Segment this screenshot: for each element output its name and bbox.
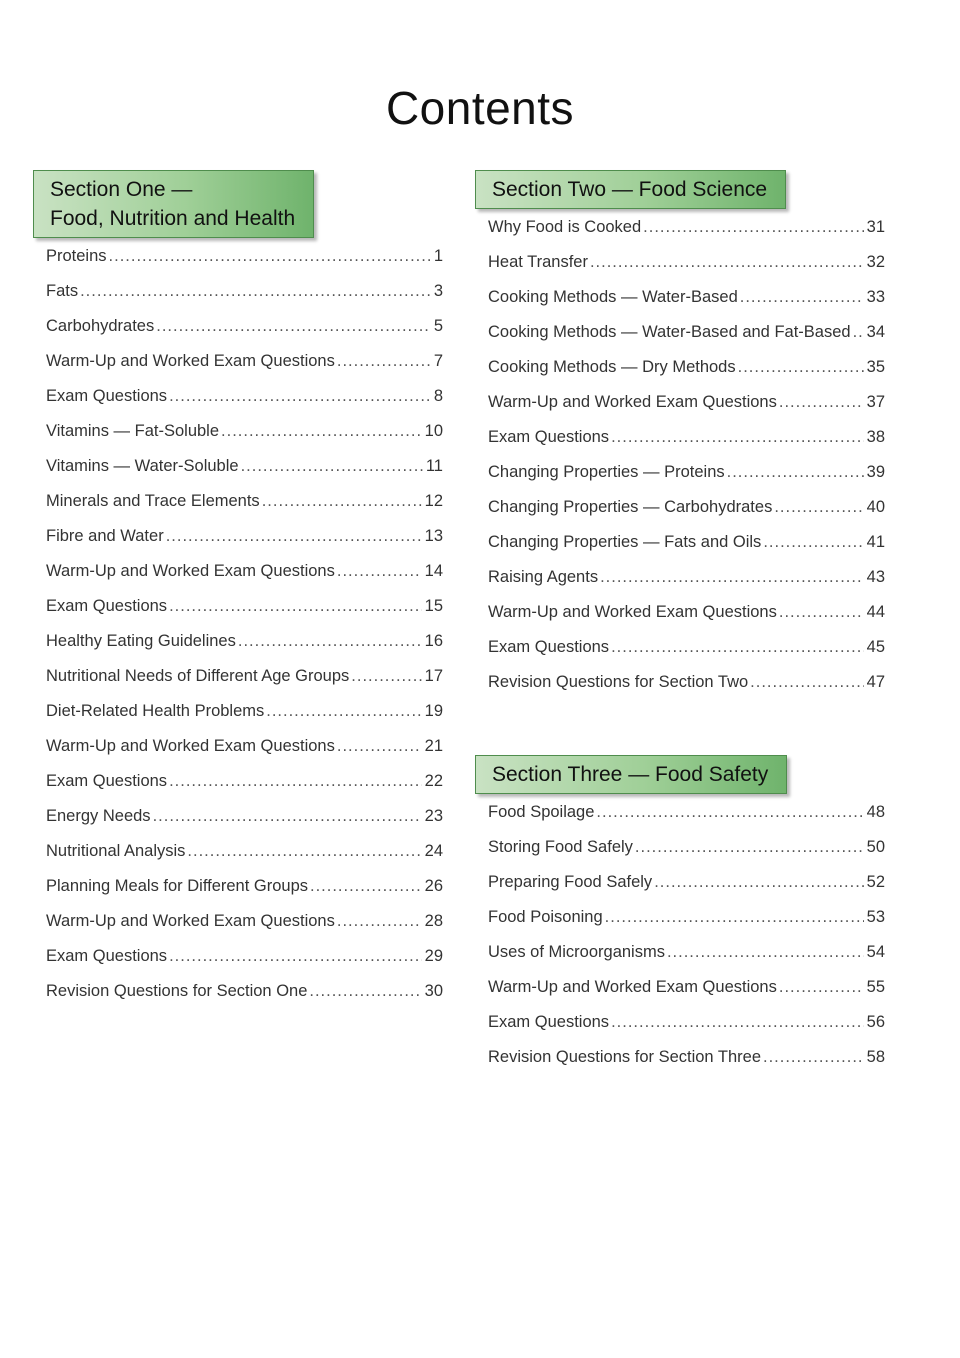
- toc-entry-page-number: 30: [424, 982, 443, 1000]
- toc-entry[interactable]: [475, 830, 885, 865]
- toc-entry-label: Preparing Food Safely: [488, 873, 653, 891]
- dot-leader: [309, 974, 421, 1009]
- dot-leader: [238, 624, 422, 659]
- toc-entry-page-number: 31: [866, 218, 885, 236]
- dot-leader: [337, 904, 422, 939]
- toc-entry-page-number: 53: [866, 908, 885, 926]
- toc-entry-label: Storing Food Safely: [488, 838, 633, 856]
- toc-entry-page-number: 22: [424, 772, 443, 790]
- toc-entry-page-number: 26: [424, 877, 443, 895]
- dot-leader: [266, 694, 421, 729]
- toc-entry-page-number: 3: [433, 282, 443, 300]
- toc-entry-label: Energy Needs: [46, 807, 151, 825]
- dot-leader: [169, 764, 422, 799]
- dot-leader: [611, 630, 864, 665]
- toc-entry-label: Planning Meals for Different Groups: [46, 877, 308, 895]
- toc-entry[interactable]: [33, 449, 443, 484]
- toc-entry-label: Revision Questions for Section Two: [488, 673, 749, 691]
- toc-entry[interactable]: [475, 935, 885, 970]
- toc-entry[interactable]: [33, 974, 443, 1009]
- toc-entry[interactable]: [33, 519, 443, 554]
- toc-entry[interactable]: [475, 630, 885, 665]
- left-column: [33, 170, 443, 1009]
- toc-entry-label: Minerals and Trace Elements: [46, 492, 260, 510]
- toc-entry[interactable]: [33, 554, 443, 589]
- toc-entry-label: Exam Questions: [488, 428, 610, 446]
- toc-entry-page-number: 28: [424, 912, 443, 930]
- toc-entry-label: Warm-Up and Worked Exam Questions: [46, 562, 335, 580]
- toc-entry-label: Warm-Up and Worked Exam Questions: [46, 912, 335, 930]
- toc-entry-page-number: 8: [433, 387, 443, 405]
- toc-entry[interactable]: [33, 834, 443, 869]
- dot-leader: [779, 970, 864, 1005]
- toc-entry-page-number: 56: [866, 1013, 885, 1031]
- toc-entry-label: Warm-Up and Worked Exam Questions: [488, 978, 777, 996]
- toc-entry[interactable]: [33, 624, 443, 659]
- toc-entry[interactable]: [33, 309, 443, 344]
- toc-entry[interactable]: [33, 414, 443, 449]
- toc-entry-label: Exam Questions: [488, 1013, 610, 1031]
- dot-leader: [763, 1040, 864, 1075]
- section-one: [33, 170, 443, 1009]
- toc-entry-page-number: 52: [866, 873, 885, 891]
- toc-entry-label: Diet-Related Health Problems: [46, 702, 265, 720]
- toc-entry-page-number: 45: [866, 638, 885, 656]
- dot-leader: [241, 449, 423, 484]
- toc-entry-page-number: 35: [866, 358, 885, 376]
- toc-entry[interactable]: [475, 280, 885, 315]
- section-header-line: Section Three — Food Safety: [492, 763, 769, 786]
- dot-leader: [169, 379, 431, 414]
- toc-entry[interactable]: [33, 659, 443, 694]
- dot-leader: [779, 385, 864, 420]
- toc-entry-page-number: 37: [866, 393, 885, 411]
- section-one-header: [33, 170, 314, 238]
- toc-entry-label: Vitamins — Water-Soluble: [46, 457, 239, 475]
- toc-entry-page-number: 41: [866, 533, 885, 551]
- dot-leader: [774, 490, 863, 525]
- toc-entry-page-number: 43: [866, 568, 885, 586]
- toc-entry[interactable]: [475, 900, 885, 935]
- toc-entry-label: Cooking Methods — Water-Based: [488, 288, 738, 306]
- toc-entry[interactable]: [475, 385, 885, 420]
- toc-entry-page-number: 39: [866, 463, 885, 481]
- dot-leader: [590, 245, 864, 280]
- toc-entry-label: Nutritional Needs of Different Age Groups: [46, 667, 350, 685]
- dot-leader: [187, 834, 421, 869]
- dot-leader: [310, 869, 422, 904]
- toc-entry[interactable]: [33, 729, 443, 764]
- dot-leader: [654, 865, 863, 900]
- toc-entry-label: Warm-Up and Worked Exam Questions: [46, 737, 335, 755]
- toc-entry[interactable]: [33, 379, 443, 414]
- dot-leader: [596, 795, 863, 830]
- dot-leader: [169, 939, 422, 974]
- dot-leader: [221, 414, 422, 449]
- toc-entry[interactable]: [475, 595, 885, 630]
- toc-entry-label: Nutritional Analysis: [46, 842, 186, 860]
- toc-entry-page-number: 14: [424, 562, 443, 580]
- toc-entry[interactable]: [475, 420, 885, 455]
- toc-entry-label: Exam Questions: [46, 947, 168, 965]
- toc-entry[interactable]: [33, 904, 443, 939]
- section-three-entries: [475, 795, 885, 1075]
- dot-leader: [153, 799, 422, 834]
- dot-leader: [643, 210, 863, 245]
- toc-entry-page-number: 44: [866, 603, 885, 621]
- toc-entry-label: Healthy Eating Guidelines: [46, 632, 236, 650]
- toc-entry-page-number: 48: [866, 803, 885, 821]
- dot-leader: [667, 935, 864, 970]
- toc-entry-label: Cooking Methods — Water-Based and Fat-Based: [488, 323, 851, 341]
- toc-entry-label: Changing Properties — Carbohydrates: [488, 498, 773, 516]
- toc-entry-page-number: 29: [424, 947, 443, 965]
- toc-entry-label: Revision Questions for Section Three: [488, 1048, 761, 1066]
- dot-leader: [605, 900, 864, 935]
- toc-entry-page-number: 58: [866, 1048, 885, 1066]
- dot-leader: [262, 484, 422, 519]
- toc-entry-label: Warm-Up and Worked Exam Questions: [46, 352, 335, 370]
- dot-leader: [763, 525, 863, 560]
- dot-leader: [166, 519, 422, 554]
- toc-entry-page-number: 40: [866, 498, 885, 516]
- toc-entry[interactable]: [33, 239, 443, 274]
- toc-entry[interactable]: [475, 525, 885, 560]
- dot-leader: [727, 455, 864, 490]
- toc-entry-page-number: 47: [866, 673, 885, 691]
- toc-entry-label: Carbohydrates: [46, 317, 155, 335]
- toc-entry-page-number: 12: [424, 492, 443, 510]
- toc-entry-page-number: 50: [866, 838, 885, 856]
- dot-leader: [779, 595, 864, 630]
- page-title: Contents: [385, 81, 575, 134]
- dot-leader: [740, 280, 864, 315]
- toc-entry-page-number: 7: [433, 352, 443, 370]
- toc-entry-label: Why Food is Cooked: [488, 218, 642, 236]
- dot-leader: [750, 665, 863, 700]
- toc-entry-page-number: 32: [866, 253, 885, 271]
- toc-entry[interactable]: [33, 764, 443, 799]
- toc-entry-label: Warm-Up and Worked Exam Questions: [488, 603, 777, 621]
- toc-entry-label: Exam Questions: [488, 638, 610, 656]
- toc-entry[interactable]: [475, 315, 885, 350]
- toc-entry-page-number: 11: [425, 457, 443, 475]
- toc-entry[interactable]: [33, 274, 443, 309]
- toc-entry-label: Exam Questions: [46, 597, 168, 615]
- dot-leader: [351, 659, 421, 694]
- toc-entry[interactable]: [475, 795, 885, 830]
- right-column: [475, 170, 885, 1066]
- dot-leader: [337, 554, 422, 589]
- toc-entry[interactable]: [33, 344, 443, 379]
- toc-entry[interactable]: [475, 1040, 885, 1075]
- dot-leader: [635, 830, 864, 865]
- section-one-entries: [33, 239, 443, 1009]
- toc-entry-label: Warm-Up and Worked Exam Questions: [488, 393, 777, 411]
- toc-entry-page-number: 21: [424, 737, 443, 755]
- toc-entry-label: Fibre and Water: [46, 527, 164, 545]
- toc-entry[interactable]: [33, 939, 443, 974]
- toc-entry-label: Food Spoilage: [488, 803, 595, 821]
- dot-leader: [80, 274, 431, 309]
- toc-entry[interactable]: [475, 560, 885, 595]
- toc-entry[interactable]: [475, 665, 885, 700]
- section-header-line: Food, Nutrition and Health: [50, 207, 296, 230]
- toc-entry[interactable]: [475, 490, 885, 525]
- dot-leader: [600, 560, 864, 595]
- toc-entry-label: Raising Agents: [488, 568, 599, 586]
- section-header-line: Section Two — Food Science: [492, 178, 768, 201]
- toc-entry-label: Heat Transfer: [488, 253, 588, 271]
- toc-entry-label: Fats: [46, 282, 79, 300]
- section-header-line: Section One —: [50, 178, 193, 201]
- toc-entry[interactable]: [33, 694, 443, 729]
- dot-leader: [169, 589, 422, 624]
- toc-entry-page-number: 13: [424, 527, 443, 545]
- dot-leader: [611, 1005, 864, 1040]
- toc-entry-label: Uses of Microorganisms: [488, 943, 665, 961]
- section-two: [475, 170, 885, 700]
- toc-entry-page-number: 54: [866, 943, 885, 961]
- dot-leader: [738, 350, 864, 385]
- toc-entry-page-number: 24: [424, 842, 443, 860]
- toc-entry[interactable]: [475, 1005, 885, 1040]
- toc-entry-label: Cooking Methods — Dry Methods: [488, 358, 736, 376]
- toc-entry-label: Revision Questions for Section One: [46, 982, 308, 1000]
- toc-entry-page-number: 34: [866, 323, 885, 341]
- toc-entry-page-number: 16: [424, 632, 443, 650]
- toc-entry-page-number: 23: [424, 807, 443, 825]
- dot-leader: [337, 729, 422, 764]
- toc-entry-page-number: 17: [424, 667, 443, 685]
- toc-entry[interactable]: [475, 350, 885, 385]
- toc-entry-page-number: 15: [424, 597, 443, 615]
- toc-entry-page-number: 5: [433, 317, 443, 335]
- section-two-header: [475, 170, 786, 209]
- section-three-header: [475, 755, 787, 794]
- toc-entry[interactable]: [475, 970, 885, 1005]
- toc-entry-page-number: 38: [866, 428, 885, 446]
- toc-entry-label: Changing Properties — Proteins: [488, 463, 725, 481]
- toc-entry[interactable]: [33, 799, 443, 834]
- section-three: [475, 755, 885, 1075]
- dot-leader: [337, 344, 431, 379]
- section-two-entries: [475, 210, 885, 700]
- toc-entry-label: Vitamins — Fat-Soluble: [46, 422, 220, 440]
- dot-leader: [853, 315, 864, 350]
- toc-entry-label: Exam Questions: [46, 387, 168, 405]
- toc-entry[interactable]: [33, 589, 443, 624]
- toc-entry-label: Changing Properties — Fats and Oils: [488, 533, 762, 551]
- dot-leader: [156, 309, 431, 344]
- toc-entry-page-number: 19: [424, 702, 443, 720]
- toc-entry[interactable]: [475, 245, 885, 280]
- dot-leader: [611, 420, 864, 455]
- toc-entry-page-number: 1: [433, 247, 443, 265]
- toc-entry-page-number: 55: [866, 978, 885, 996]
- toc-entry-label: Exam Questions: [46, 772, 168, 790]
- toc-entry[interactable]: [475, 865, 885, 900]
- toc-entry-page-number: 33: [866, 288, 885, 306]
- toc-entry-label: Proteins: [46, 247, 107, 265]
- toc-entry[interactable]: [475, 210, 885, 245]
- toc-entry[interactable]: [475, 455, 885, 490]
- toc-entry-label: Food Poisoning: [488, 908, 603, 926]
- dot-leader: [109, 239, 431, 274]
- toc-entry-page-number: 10: [424, 422, 443, 440]
- toc-entry[interactable]: [33, 869, 443, 904]
- toc-entry[interactable]: [33, 484, 443, 519]
